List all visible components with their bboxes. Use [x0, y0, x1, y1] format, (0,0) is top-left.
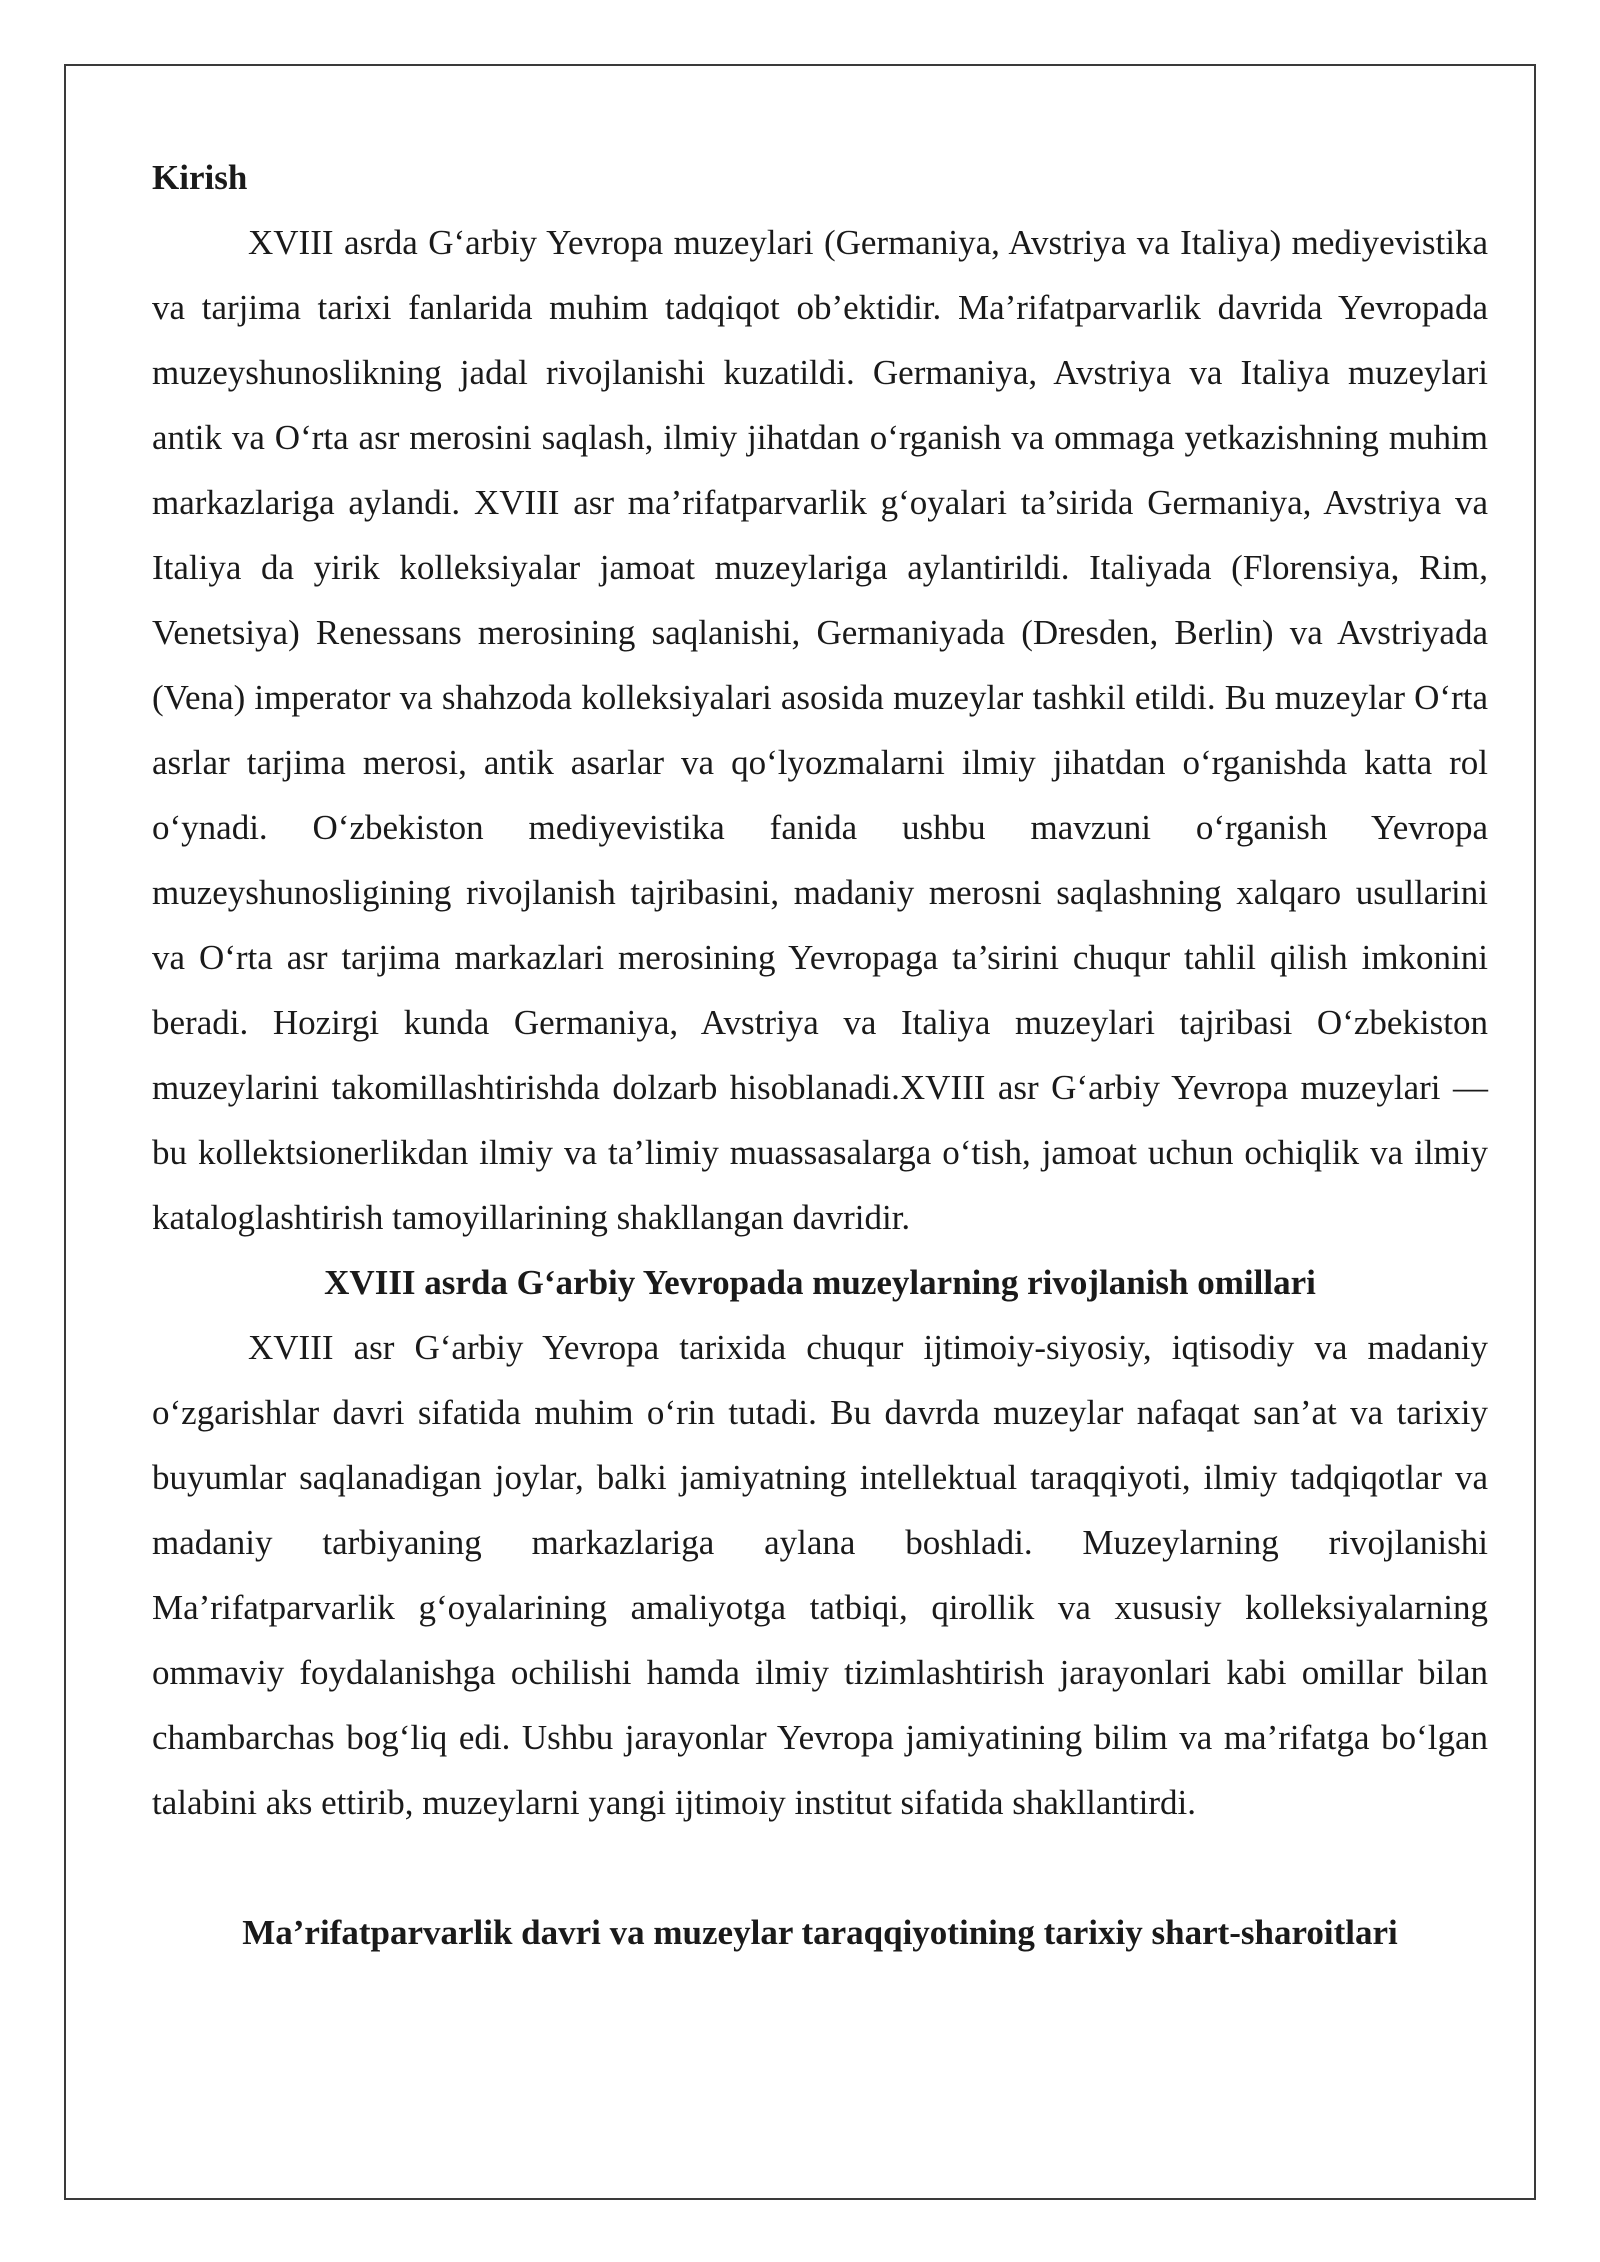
intro-paragraph: XVIII asrda G‘arbiy Yevropa muzeylari (Germaniya, Avstriya va Italiya) mediyevistika va tarjima tarixi fanlarida muhim tadqiqot ob’ektidir. Ma’rifatparvarlik davrida Yevropada muzeyshunoslikning jadal rivojlanishi kuzatildi. Germaniya, Avstriya va Italiya muzeylari antik va O‘rta asr merosini saqlash, ilmiy jihatdan o‘rganish va ommaga yetkazishning muhim markazlariga aylandi. XVIII asr ma’rifatparvarlik g‘oyalari ta’sirida Germaniya, Avstriya va Italiya da yirik kolleksiyalar jamoat muzeylariga aylantirildi. Italiyada (Florensiya, Rim, Venetsiya) Renessans merosining saqlanishi, Germaniyada (Dresden, Berlin) va Avstriyada (Vena) imperator va shahzoda kolleksiyalari asosida muzeylar tashkil etildi. Bu muzeylar O‘rta asrlar tarjima merosi, antik asarlar va qo‘lyozmalarni ilmiy jihatdan o‘rganishda katta rol o‘ynadi. O‘zbekiston mediyevistika fanida ushbu mavzuni o‘rganish Yevropa muzeyshunosligining rivojlanish tajribasini, madaniy merosni saqlashning xalqaro usullarini va O‘rta asr tarjima markazlari merosining Yevropaga ta’sirini chuqur tahlil qilish imkonini beradi. Hozirgi kunda Germaniya, Avstriya va Italiya muzeylari tajribasi O‘zbekiston muzeylarini takomillashtirishda dolzarb hisoblanadi.XVIII asr G‘arbiy Yevropa muzeylari — bu kollektsionerlikdan ilmiy va ta’limiy muassasalarga o‘tish, jamoat uchun ochiqlik va ilmiy kataloglashtirish tamoyillarining shakllangan davridir. — [152, 223, 1488, 1237]
intro-heading: Kirish — [152, 158, 248, 197]
section-heading-historical-conditions: Ma’rifatparvarlik davri va muzeylar taraqqiyotining tarixiy shart-sharoitlari — [242, 1913, 1398, 1952]
blank-line — [152, 1835, 1488, 1900]
section-paragraph-development-factors: XVIII asr G‘arbiy Yevropa tarixida chuqur ijtimoiy-siyosiy, iqtisodiy va madaniy o‘zgarishlar davri sifatida muhim o‘rin tutadi. Bu davrda muzeylar nafaqat san’at va tarixiy buyumlar saqlanadigan joylar, balki jamiyatning intellektual taraqqiyoti, ilmiy tadqiqotlar va madaniy tarbiyaning markazlariga aylana boshladi. Muzeylarning rivojlanishi Ma’rifatparvarlik g‘oyalarining amaliyotga tatbiqi, qirollik va xususiy kolleksiyalarning ommaviy foydalanishga ochilishi hamda ilmiy tizimlashtirish jarayonlari kabi omillar bilan chambarchas bog‘liq edi. Ushbu jarayonlar Yevropa jamiyatining bilim va ma’rifatga bo‘lgan talabini aks ettirib, muzeylarni yangi ijtimoiy institut sifatida shakllantirdi. — [152, 1328, 1488, 1822]
document-body — [152, 145, 1488, 1965]
section-heading-development-factors: XVIII asrda G‘arbiy Yevropada muzeylarning rivojlanish omillari — [324, 1263, 1316, 1302]
